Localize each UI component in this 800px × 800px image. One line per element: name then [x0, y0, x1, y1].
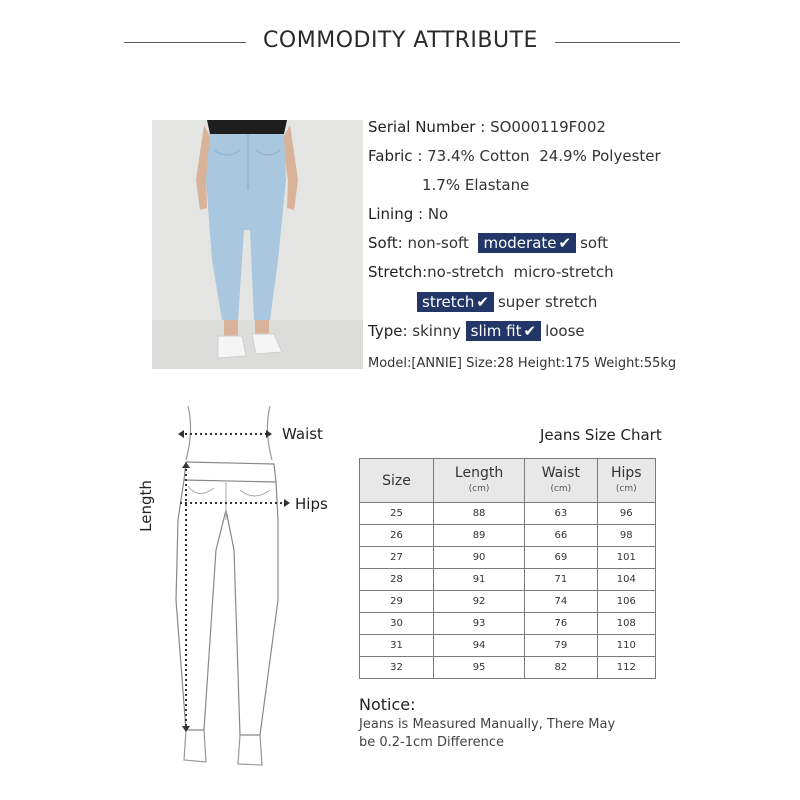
table-cell: 92: [434, 591, 525, 613]
stretch-option-stretch-label: stretch: [422, 293, 475, 311]
table-row: [360, 635, 656, 657]
soft-label: Soft: [368, 234, 398, 252]
fabric-row-continued: [422, 174, 529, 196]
type-row: [368, 320, 585, 342]
length-label: Length: [136, 480, 155, 532]
header-waist-unit: (cm): [550, 483, 572, 494]
table-cell: 26: [360, 525, 434, 547]
table-cell: 91: [434, 569, 525, 591]
soft-option-moderate-label: moderate: [483, 234, 557, 252]
table-cell: 69: [525, 547, 597, 569]
table-cell: 94: [434, 635, 525, 657]
model-label: Model:: [368, 356, 412, 371]
model-weight: Weight:55kg: [594, 356, 677, 371]
header-hips-unit: (cm): [615, 483, 637, 494]
table-row: [360, 613, 656, 635]
stretch-option-stretch-selected: [417, 292, 494, 312]
size-chart-table: [359, 458, 656, 679]
stretch-option-no-stretch: no-stretch: [427, 263, 504, 281]
table-cell: 96: [597, 503, 655, 525]
stretch-separator: :: [422, 263, 428, 281]
header-length-unit: (cm): [468, 483, 490, 494]
notice-text: [359, 716, 659, 752]
table-cell: 110: [597, 635, 655, 657]
header-waist: [525, 459, 597, 503]
model-size: Size:28: [466, 356, 514, 371]
table-row: [360, 591, 656, 613]
header-divider-left: [124, 42, 246, 43]
table-cell: 89: [434, 525, 525, 547]
page-header: [0, 28, 800, 58]
table-cell: 104: [597, 569, 655, 591]
header-hips-label: Hips: [610, 464, 642, 481]
type-option-slim-fit-label: slim fit: [470, 322, 522, 340]
lining-label: Lining: [368, 205, 414, 223]
page-title: COMMODITY ATTRIBUTE: [263, 28, 538, 53]
model-info-row: [368, 353, 676, 375]
header-length: [434, 459, 525, 503]
jeans-measurement-diagram: [130, 400, 340, 780]
serial-number-value: SO000119F002: [490, 118, 606, 136]
soft-option-non-soft: non-soft: [407, 234, 469, 252]
model-name: [ANNIE]: [411, 356, 462, 371]
table-cell: 27: [360, 547, 434, 569]
table-cell: 90: [434, 547, 525, 569]
table-cell: 76: [525, 613, 597, 635]
table-cell: 63: [525, 503, 597, 525]
table-cell: 82: [525, 657, 597, 679]
check-icon: ✔: [558, 234, 572, 252]
header-size-label: Size: [382, 472, 411, 489]
fabric-row: [368, 145, 661, 167]
lining-row: [368, 203, 448, 225]
serial-number-separator: :: [475, 118, 491, 136]
table-cell: 112: [597, 657, 655, 679]
table-row: [360, 547, 656, 569]
header-divider-right: [555, 42, 680, 43]
table-row: [360, 503, 656, 525]
waist-label: Waist: [282, 425, 323, 443]
fabric-separator: :: [412, 147, 428, 165]
type-label: Type: [368, 322, 403, 340]
stretch-option-micro-stretch: micro-stretch: [513, 263, 614, 281]
serial-number-label: Serial Number: [368, 118, 476, 136]
table-cell: 71: [525, 569, 597, 591]
fabric-value-line1: 73.4% Cotton 24.9% Polyester: [427, 147, 661, 165]
table-cell: 32: [360, 657, 434, 679]
check-icon: ✔: [476, 293, 489, 311]
table-cell: 108: [597, 613, 655, 635]
table-cell: 101: [597, 547, 655, 569]
table-cell: 95: [434, 657, 525, 679]
notice-title: Notice:: [359, 695, 416, 714]
header-length-label: Length: [454, 464, 504, 481]
size-chart-header-row: [360, 459, 656, 503]
soft-option-soft: soft: [580, 234, 608, 252]
table-cell: 88: [434, 503, 525, 525]
fabric-label: Fabric: [368, 147, 413, 165]
stretch-row: [368, 261, 614, 283]
table-cell: 106: [597, 591, 655, 613]
table-cell: 30: [360, 613, 434, 635]
type-option-skinny: skinny: [412, 322, 461, 340]
stretch-option-super-stretch: super stretch: [497, 293, 598, 311]
model-height: Height:175: [517, 356, 591, 371]
notice-line-2: be 0.2-1cm Difference: [359, 735, 504, 750]
hips-label: Hips: [295, 495, 328, 513]
table-cell: 31: [360, 635, 434, 657]
soft-option-moderate-selected: [478, 233, 576, 253]
header-hips: [597, 459, 655, 503]
soft-separator: :: [397, 234, 408, 252]
table-cell: 28: [360, 569, 434, 591]
type-separator: :: [402, 322, 413, 340]
header-size: [360, 459, 434, 503]
table-cell: 25: [360, 503, 434, 525]
model-wearing-jeans-image: [152, 120, 363, 369]
product-photo: [152, 120, 363, 369]
stretch-row-continued: [417, 291, 597, 313]
check-icon: ✔: [523, 322, 537, 340]
table-cell: 29: [360, 591, 434, 613]
table-cell: 79: [525, 635, 597, 657]
lining-separator: :: [413, 205, 428, 223]
table-cell: 74: [525, 591, 597, 613]
serial-number-row: [368, 116, 606, 138]
stretch-label: Stretch: [368, 263, 423, 281]
fabric-value-line2: 1.7% Elastane: [422, 176, 530, 194]
notice-line-1: Jeans is Measured Manually, There May: [359, 717, 616, 732]
type-option-loose: loose: [545, 322, 585, 340]
table-row: [360, 657, 656, 679]
table-cell: 98: [597, 525, 655, 547]
size-chart-title: Jeans Size Chart: [540, 426, 662, 444]
jeans-outline-icon: [130, 400, 340, 780]
soft-row: [368, 232, 608, 254]
lining-value: No: [427, 205, 449, 223]
table-cell: 66: [525, 525, 597, 547]
table-cell: 93: [434, 613, 525, 635]
table-row: [360, 569, 656, 591]
table-row: [360, 525, 656, 547]
header-waist-label: Waist: [541, 464, 580, 481]
type-option-slim-fit-selected: [466, 321, 541, 341]
